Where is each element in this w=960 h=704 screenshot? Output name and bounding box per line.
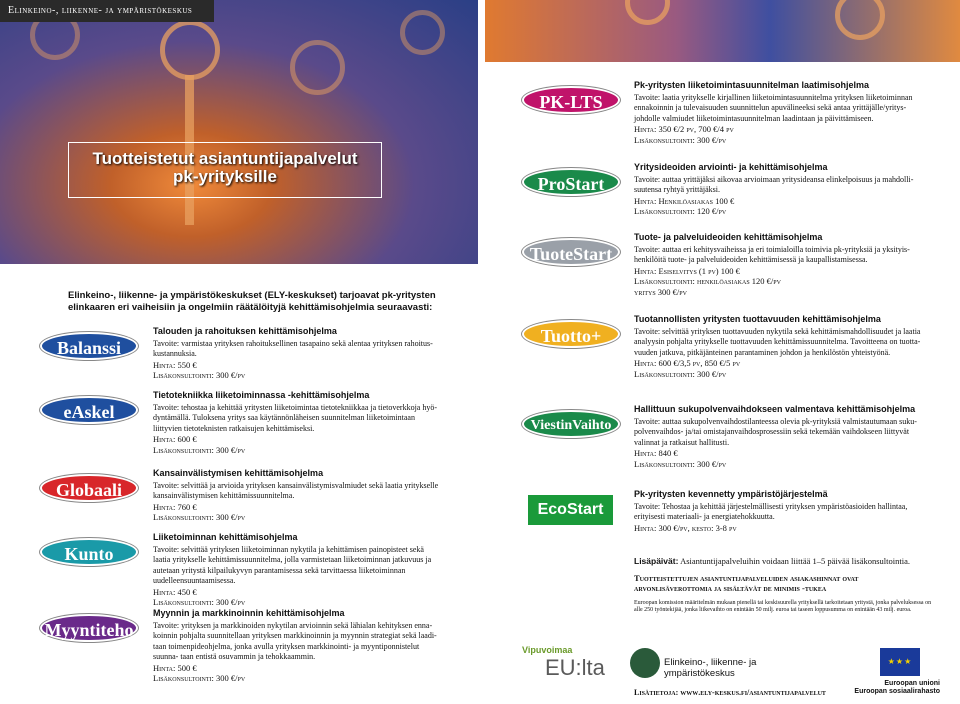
right-hero-image (485, 0, 960, 62)
program-title: Hallittuun sukupolvenvaihdokseen valmentava kehittämisohjelma (634, 404, 916, 414)
program-desc: Tavoite: auttaa yrittäjäksi aikovaa arvioimaan yritysideansa elinkelpoisuus ja mahdolli- suutensa ryhtyä yrittäjäksi. (634, 174, 914, 194)
key-ring-shape (625, 0, 670, 25)
deminimis-text: Tuotteistettujen asiantuntijapalveluiden asiakashinnat ovat arvonlisäverottomia ja sisältävät de minimis -tukea (634, 572, 859, 593)
program-price: Hinta: 500 € (153, 662, 197, 673)
program-entry (153, 390, 443, 455)
program-badge-myyntiteho: Myyntiteho (40, 614, 138, 642)
key-ring-shape (160, 20, 220, 80)
hero-title-line2: pk-yrityksille (173, 167, 277, 186)
program-desc: Tavoite: laatia yritykselle kirjallinen liiketoimintasuunnitelma yrityksen liiketoiminnan ennakoinnin ja tulevaisuuden suunnittelun apuvälineeksi sekä antaa yrittäjälle/yritys- johdolle valmiudet liiketoimintasuunnitelman laadintaan ja päivittämiseen. (634, 92, 913, 123)
program-extra: Lisäkonsultointi: 300 €/pv (153, 444, 246, 455)
key-ring-shape (290, 40, 345, 95)
program-extra: Lisäkonsultointi: 300 €/pv (634, 134, 727, 145)
lisapaivat-text: Asiantuntijapalveluihin voidaan liittää 1–5 päivää lisäkonsultointia. (680, 556, 910, 566)
program-desc: Tavoite: selvittää yrityksen liiketoiminnan nykytila ja kehittämisen painopisteet sekä laatia yritykselle kehittämissuunnitelma, jolla varmistetaan liiketoiminnan jatkuvuus ja autetaan yritystä kilpailukyvyn parantamisessa sekä tarvittaessa liiketoiminnan uudelleensuuntaamisessa. (153, 544, 432, 585)
program-price: Hinta: 550 € (153, 359, 197, 370)
hero-title (68, 142, 382, 198)
hero-title-line1: Tuotteistetut asiantuntijapalvelut (92, 149, 358, 168)
program-title: Tietotekniikka liiketoiminnassa -kehittämisohjelma (153, 390, 370, 400)
program-entry (153, 468, 443, 523)
program-title: Pk-yritysten kevennetty ympäristöjärjestelmä (634, 489, 828, 499)
hero-image (0, 0, 478, 264)
intro-line2: elinkaaren eri vaiheisiin ja ongelmiin räätälöityjä kehittämisohjelmia seuraavasti: (68, 302, 433, 313)
intro-text (68, 290, 448, 314)
program-desc: Tavoite: yrityksen ja markkinoiden nykytilan arvioinnin sekä lähialan kehityksen enna- koinnin pohjalta suunnitellaan yrityksen markkinoinnin ja myynnin strategiat sekä laadi- taan toimenpideohjelma, jonka avulla yrityksen markkinointi- ja myyntiponnistelut suunna- taan entistä osuvammin ja tehokkaammin. (153, 620, 437, 661)
key-ring-shape (835, 0, 885, 40)
eu-flag-icon: ★★★ (880, 648, 920, 676)
program-title: Myynnin ja markkinoinnin kehittämisohjelma (153, 608, 345, 618)
program-badge-easkel: eAskel (40, 396, 138, 424)
program-extra2: yritys 300 €/pv (634, 286, 687, 297)
program-price: Hinta: 600 € (153, 434, 197, 444)
program-badge-ecostart: EcoStart (528, 495, 613, 525)
sme-definition-text: Euroopan komission määritelmän mukaan pienellä tai keskisuurella yrityksellä tarkoitetaan yritystä, jonka palveluksessa on alle 250 työntekijää, jonka liikevaihto on enintään 50 milj. euroa tai taseen loppusumma on enintään 43 milj. euroa. (634, 599, 932, 613)
program-desc: Tavoite: selvittää ja arvioida yrityksen kansainvälistymisvalmiudet sekä laatia yritykselle kansainvälistymisen kehittämissuunnitelma. (153, 480, 439, 500)
program-extra: Lisäkonsultointi: 300 €/pv (153, 370, 246, 380)
program-badge-pklts: PK-LTS (522, 86, 620, 114)
program-extra: Lisäkonsultointi: 300 €/pv (153, 673, 246, 683)
program-entry (153, 326, 443, 381)
program-title: Talouden ja rahoituksen kehittämisohjelma (153, 326, 337, 336)
program-entry (634, 80, 934, 145)
org-header: Elinkeino-, liikenne- ja ympäristökeskus (0, 0, 214, 22)
program-entry (634, 314, 934, 379)
program-entry (153, 608, 443, 684)
program-badge-kunto: Kunto (40, 538, 138, 566)
lisatietoja-link[interactable]: Lisätietoja: www.ely-keskus.fi/asiantuntijapalvelut (634, 688, 826, 697)
program-price: Hinta: 840 € (634, 448, 678, 458)
program-title: Tuote- ja palveluideoiden kehittämisohjelma (634, 232, 823, 242)
program-desc: Tavoite: auttaa sukupolvenvaihdostilanteessa olevia pk-yrityksiä valmistautumaan suku- polvenvaihdos- ja/tai omistajanvaihdosprosessiin sekä tekemään vaihdokseen liittyvät valinnat ja ratkaisut hallitusti. (634, 416, 917, 447)
program-title: Kansainvälistymisen kehittämisohjelma (153, 468, 324, 478)
program-entry (634, 232, 934, 297)
program-badge-tuotto: Tuotto+ (522, 320, 620, 348)
ely-logo-text: Elinkeino-, liikenne- ja ympäristökeskus (664, 657, 757, 679)
program-badge-balanssi: Balanssi (40, 332, 138, 360)
program-desc: Tavoite: selvittää yrityksen tuottavuuden nykytila sekä kehittämismahdollisuudet ja laatia analyysin pohjalta yritykselle tuottavuuden kehittämissuunnitelma. Tavoitteena on tuotta- vuuden jatkuva, pitkäjänteinen parantaminen johdon ja henkilöstön yhteistyönä. (634, 326, 921, 357)
program-extra: Lisäkonsultointi: 300 €/pv (634, 458, 727, 469)
eu-union-label: Euroopan unioni (884, 680, 940, 687)
program-extra: Lisäkonsultointi: 300 €/pv (634, 368, 727, 379)
program-desc: Tavoite: auttaa eri kehitysvaiheissa ja eri toimialoilla toimivia pk-yrityksiä ja yksityis- henkilöitä tuote- ja palveluideoiden kehittämisessä ja kaupallistamisessa. (634, 244, 910, 264)
program-desc: Tavoite: tehostaa ja kehittää yritysten liiketoimintaa tietotekniikkaa ja tietoverkkoja hyö- dyntämällä. Tuloksena yritys saa käytännönläheisen suunnitelman liiketoimintaan liittyvien tietoteknisten ratkaisujen kehittämiseksi. (153, 402, 438, 433)
program-desc: Tavoite: Tehostaa ja kehittää järjestelmällisesti yrityksen ympäristöasioiden hallintaa, erityisesti materiaali- ja energiatehokkuutta. (634, 501, 908, 521)
program-entry (634, 489, 934, 533)
program-price: Hinta: Henkilöasiakas 100 € (634, 195, 735, 206)
ely-logo-icon (630, 648, 660, 678)
program-title: Pk-yritysten liiketoimintasuunnitelman laatimisohjelma (634, 80, 870, 90)
program-entry (634, 404, 934, 469)
program-price: Hinta: 450 € (153, 586, 197, 597)
esr-label: Euroopan sosiaalirahasto (854, 688, 940, 695)
footer-info (634, 556, 934, 615)
program-price: Hinta: 300 €/pv, kesto: 3-8 pv (634, 522, 737, 533)
program-extra: Lisäkonsultointi: 300 €/pv (153, 597, 246, 607)
program-badge-viestinvaihto: ViestinVaihto (522, 410, 620, 438)
program-price: Hinta: Esiselvitys (1 pv) 100 € (634, 265, 740, 276)
program-price: Hinta: 760 € (153, 501, 197, 512)
eu-text (840, 680, 940, 696)
program-extra: Lisäkonsultointi: 300 €/pv (153, 512, 246, 522)
program-entry (634, 162, 934, 217)
eulta-logo: EU:lta (545, 655, 605, 680)
program-badge-globaali: Globaali (40, 474, 138, 502)
vipuvoimaa-logo: Vipuvoimaa (522, 645, 573, 655)
program-extra: Lisäkonsultointi: henkilöasiakas 120 €/pv (634, 276, 781, 286)
program-entry (153, 532, 443, 608)
program-extra: Lisäkonsultointi: 120 €/pv (634, 206, 727, 216)
program-price: Hinta: 600 €/3,5 pv, 850 €/5 pv (634, 358, 741, 368)
program-price: Hinta: 350 €/2 pv, 700 €/4 pv (634, 124, 734, 134)
program-title: Tuotannollisten yritysten tuottavuuden kehittämisohjelma (634, 314, 881, 324)
intro-line1: Elinkeino-, liikenne- ja ympäristökeskukset (ELY-keskukset) tarjoavat pk-yritysten (68, 290, 436, 301)
program-title: Liiketoiminnan kehittämisohjelma (153, 532, 298, 542)
program-title: Yritysideoiden arviointi- ja kehittämisohjelma (634, 162, 828, 172)
program-badge-prostart: ProStart (522, 168, 620, 196)
lisapaivat-label: Lisäpäivät: (634, 556, 679, 566)
program-badge-tuotestart: TuoteStart (522, 238, 620, 266)
program-desc: Tavoite: varmistaa yrityksen rahoituksellinen tasapaino sekä alentaa yrityksen rahoitus- kustannuksia. (153, 338, 433, 358)
key-ring-shape (400, 10, 445, 55)
